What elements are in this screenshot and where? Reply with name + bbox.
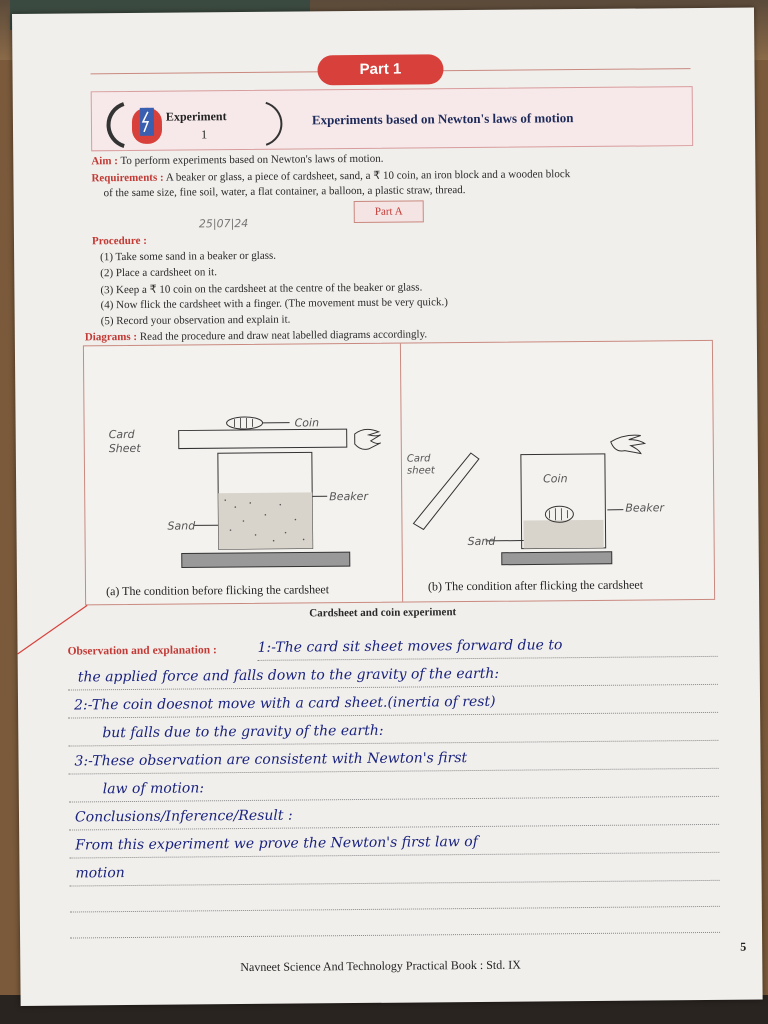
label-beaker: Beaker bbox=[625, 501, 665, 515]
label-card: Card bbox=[108, 427, 135, 442]
dotted-rule bbox=[70, 932, 720, 939]
observation-line: 1:-The card sit sheet moves forward due to bbox=[257, 637, 563, 656]
observation-line: 2:-The coin doesnot move with a card sheet.(inertia of rest) bbox=[73, 693, 496, 714]
requirements-line bbox=[91, 167, 570, 184]
observation-line: the applied force and falls down to the gravity of the earth: bbox=[77, 665, 500, 686]
dotted-rule bbox=[69, 796, 719, 803]
observation-line: 3:-These observation are consistent with Newton's first bbox=[74, 750, 468, 770]
requirements-label: Requirements : bbox=[91, 171, 164, 185]
conclusion-line: From this experiment we prove the Newton's first law of bbox=[75, 833, 478, 854]
dotted-rule bbox=[70, 906, 720, 913]
dotted-rule bbox=[68, 684, 718, 691]
diagrams-line bbox=[85, 328, 427, 343]
aim-line bbox=[91, 153, 383, 168]
dotted-rule bbox=[69, 768, 719, 775]
caption-b: (b) The condition after flicking the cardsheet bbox=[427, 577, 644, 594]
diagram-box bbox=[83, 340, 715, 605]
conclusion-line: motion bbox=[75, 865, 125, 882]
experiment-label: Experiment bbox=[165, 109, 227, 124]
diagram-title: Cardsheet and coin experiment bbox=[309, 606, 457, 620]
label-beaker: Beaker bbox=[329, 489, 368, 504]
observation-label-line bbox=[68, 644, 217, 657]
label-sheet: Sheet bbox=[108, 441, 141, 456]
procedure-step: (2) Place a cardsheet on it. bbox=[100, 266, 217, 280]
observation-line: but falls due to the gravity of the earth: bbox=[102, 722, 384, 742]
dotted-rule bbox=[68, 712, 718, 719]
practical-book-page bbox=[12, 8, 763, 1006]
procedure-label bbox=[92, 235, 147, 247]
procedure-step: (4) Now flick the cardsheet with a finger. (The movement must be very quick.) bbox=[100, 296, 448, 312]
dotted-rule bbox=[70, 880, 720, 887]
part-a-label: Part A bbox=[354, 200, 424, 223]
observation-line: law of motion: bbox=[102, 780, 205, 798]
procedure-step: (3) Keep a ₹ 10 coin on the cardsheet at the centre of the beaker or glass. bbox=[100, 281, 423, 297]
experiment-number: 1 bbox=[200, 127, 208, 142]
caption-a: (a) The condition before flicking the cardsheet bbox=[105, 582, 330, 599]
experiment-badge bbox=[96, 95, 256, 146]
dotted-rule bbox=[69, 852, 719, 859]
label-coin: Coin bbox=[294, 416, 320, 430]
label-card: Card bbox=[406, 453, 431, 465]
dotted-rule bbox=[258, 656, 718, 661]
footer-text: Navneet Science And Technology Practical Book : Std. IX bbox=[240, 957, 521, 975]
diagrams-text: Read the procedure and draw neat labelled diagrams accordingly. bbox=[139, 328, 428, 343]
conclusion-line: Conclusions/Inference/Result : bbox=[74, 807, 293, 826]
procedure-label-text: Procedure : bbox=[91, 234, 147, 248]
requirements-text-2: of the same size, fine soil, water, a flat container, a balloon, a plastic straw, thread. bbox=[103, 184, 466, 200]
dotted-rule bbox=[68, 740, 718, 747]
aim-label: Aim : bbox=[91, 155, 118, 168]
page-number: 5 bbox=[740, 939, 747, 954]
diagrams-label: Diagrams : bbox=[84, 330, 138, 344]
procedure-step: (5) Record your observation and explain it. bbox=[100, 313, 291, 328]
part-label: Part 1 bbox=[317, 54, 443, 85]
handwritten-date: 25|07|24 bbox=[198, 216, 249, 231]
requirements-text-1: A beaker or glass, a piece of cardsheet, sand, a ₹ 10 coin, an iron block and a wooden block bbox=[165, 168, 571, 184]
label-sand: Sand bbox=[467, 534, 496, 549]
experiment-header bbox=[91, 86, 694, 151]
aim-text: To perform experiments based on Newton's laws of motion. bbox=[120, 152, 384, 168]
procedure-step: (1) Take some sand in a beaker or glass. bbox=[100, 249, 277, 264]
dotted-rule bbox=[69, 824, 719, 831]
label-sand: Sand bbox=[167, 519, 196, 533]
observation-label: Observation and explanation : bbox=[67, 644, 217, 658]
label-coin: Coin bbox=[543, 472, 568, 486]
diagram-after bbox=[400, 341, 714, 574]
experiment-title: Experiments based on Newton's laws of motion bbox=[311, 110, 574, 128]
label-sheet: sheet bbox=[406, 465, 435, 477]
diagram-before bbox=[84, 344, 402, 577]
